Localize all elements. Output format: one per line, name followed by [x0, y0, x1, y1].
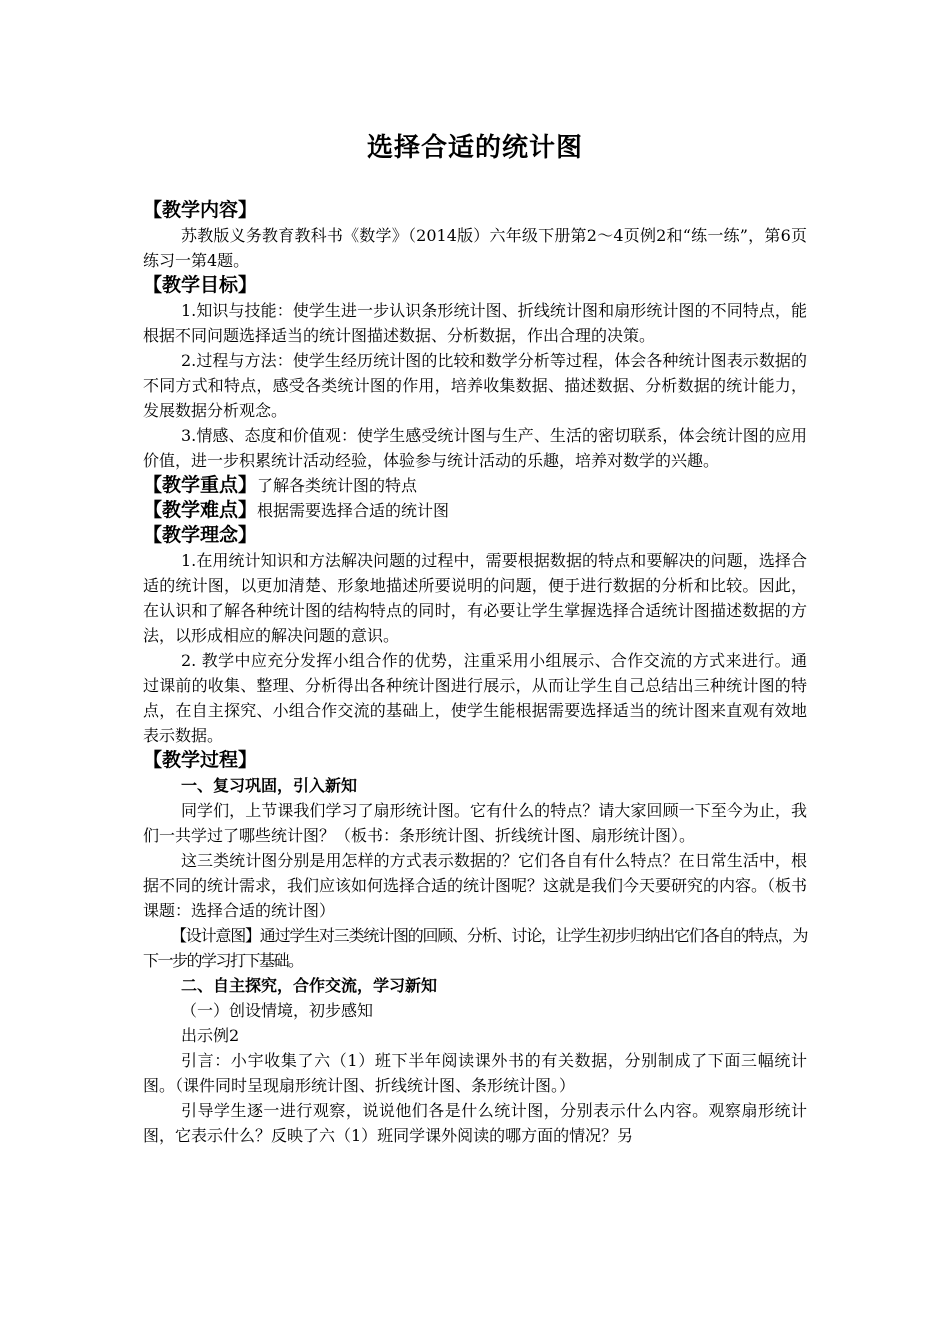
heading-teaching-philosophy: 【教学理念】 — [143, 524, 258, 546]
process-part2-para-2: 引导学生逐一进行观察，说说他们各是什么统计图，分别表示什么内容。观察扇形统计图，它表示什么？反映了六（1）班同学课外阅读的哪方面的情况？另 — [143, 1101, 807, 1145]
design-intent-note: 【设计意图】通过学生对三类统计图的回顾、分析、讨论，让学生初步归纳出它们各自的特点，为下一步的学习打下基础。 — [143, 926, 807, 970]
process-part2-title: 二、自主探究，合作交流，学习新知 — [181, 976, 438, 995]
process-part2-para-1: 引言：小宇收集了六（1）班下半年阅读课外书的有关数据，分别制成了下面三幅统计图。（课件同时呈现扇形统计图、折线统计图、条形统计图。） — [143, 1051, 807, 1095]
key-point-label: 【教学重点】 — [143, 474, 258, 496]
goal-item-3: 3.情感、态度和价值观：使学生感受统计图与生产、生活的密切联系，体会统计图的应用价值，进一步积累统计活动经验，体验参与统计活动的乐趣，培养对数学的兴趣。 — [143, 426, 807, 470]
process-part2-show-example: 出示例2 — [181, 1026, 240, 1045]
document-page — [143, 128, 807, 1148]
heading-teaching-content: 【教学内容】 — [143, 199, 258, 221]
goal-item-2: 2.过程与方法：使学生经历统计图的比较和数学分析等过程，体会各种统计图表示数据的不同方式和特点，感受各类统计图的作用，培养收集数据、描述数据、分析数据的统计能力，发展数据分析观念。 — [143, 351, 807, 420]
heading-teaching-process: 【教学过程】 — [143, 749, 258, 771]
process-part1-title: 一、复习巩固，引入新知 — [181, 776, 358, 795]
difficulty-label: 【教学难点】 — [143, 499, 258, 521]
process-part1-para-2: 这三类统计图分别是用怎样的方式表示数据的？它们各自有什么特点？在日常生活中，根据不同的统计需求，我们应该如何选择合适的统计图呢？这就是我们今天要研究的内容。（板书课题：选择合适的统计图） — [143, 851, 808, 920]
process-part2-subtitle: （一）创设情境，初步感知 — [181, 1001, 374, 1020]
heading-key-point — [143, 473, 807, 498]
philosophy-item-1: 1.在用统计知识和方法解决问题的过程中，需要根据数据的特点和要解决的问题，选择合适的统计图，以更加清楚、形象地描述所要说明的问题，便于进行数据的分析和比较。因此，在认识和了解各种统计图的结构特点的同时，有必要让学生掌握选择合适统计图描述数据的方法，以形成相应的解决问题的意识。 — [143, 551, 807, 645]
goal-item-1: 1.知识与技能：使学生进一步认识条形统计图、折线统计图和扇形统计图的不同特点，能根据不同问题选择适当的统计图描述数据、分析数据，作出合理的决策。 — [143, 301, 807, 345]
philosophy-item-2: 2. 教学中应充分发挥小组合作的优势，注重采用小组展示、合作交流的方式来进行。通过课前的收集、整理、分析得出各种统计图进行展示，从而让学生自己总结出三种统计图的特点，在自主探究、小组合作交流的基础上，使学生能根据需要选择适当的统计图来直观有效地表示数据。 — [143, 651, 807, 745]
difficulty-text: 根据需要选择合适的统计图 — [257, 501, 450, 520]
heading-teaching-goals: 【教学目标】 — [143, 274, 258, 296]
process-part1-para-1: 同学们，上节课我们学习了扇形统计图。它有什么的特点？请大家回顾一下至今为止，我们一共学过了哪些统计图？（板书：条形统计图、折线统计图、扇形统计图）。 — [143, 801, 807, 845]
document-title: 选择合适的统计图 — [366, 133, 583, 163]
teaching-content-text: 苏教版义务教育教科书《数学》（2014版）六年级下册第2～4页例2和“练一练”，第6页练习一第4题。 — [143, 226, 807, 270]
heading-difficulty — [143, 498, 807, 523]
key-point-text: 了解各类统计图的特点 — [257, 476, 418, 495]
